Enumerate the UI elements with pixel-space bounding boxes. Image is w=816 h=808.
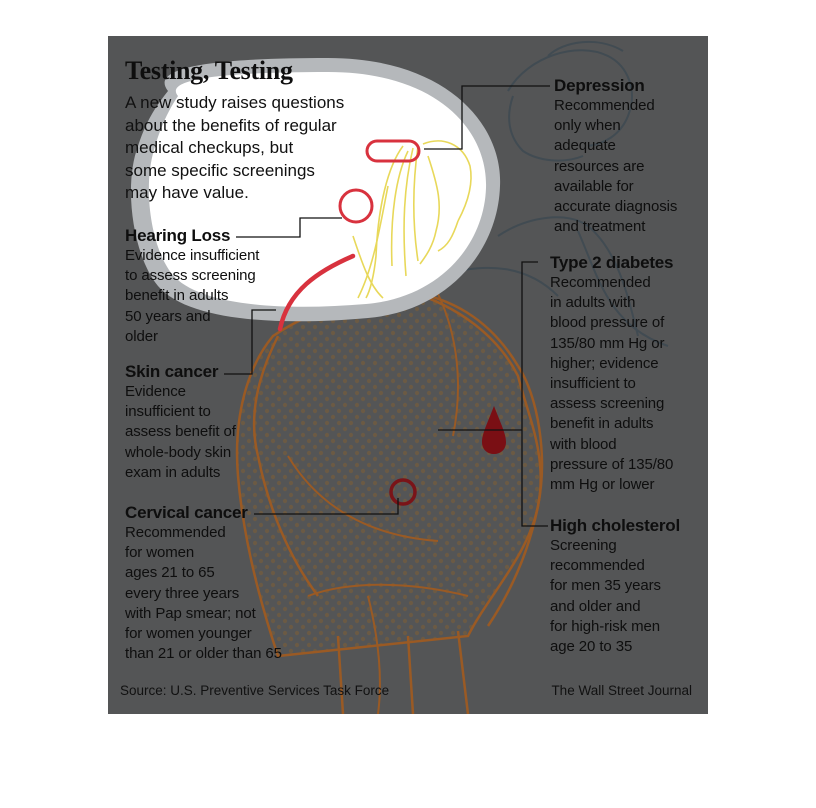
infographic-panel (108, 36, 708, 714)
callout-line: in adults with (550, 294, 636, 312)
callout-line: 50 years and (125, 307, 211, 325)
callout-body (550, 536, 680, 657)
publisher-credit: The Wall Street Journal (551, 683, 692, 698)
callout-line: Evidence (125, 383, 186, 400)
intro-line: medical checkups, but (125, 138, 294, 157)
callout-cervical-cancer (125, 503, 282, 664)
callout-line: with Pap smear; not (125, 604, 256, 622)
callout-hearing-loss (125, 226, 259, 347)
callout-line: exam in adults (125, 463, 221, 481)
callout-line: higher; evidence (550, 354, 659, 372)
callout-line: for women younger (125, 625, 252, 643)
callout-line: benefit in adults (550, 415, 654, 433)
callout-high-cholesterol (550, 516, 680, 657)
intro-text (125, 92, 344, 205)
callout-line: assess benefit of (125, 423, 236, 441)
callout-body (550, 273, 673, 495)
callout-line: Recommended (550, 274, 651, 291)
callout-line: age 20 to 35 (550, 638, 633, 656)
callout-line: Evidence insufficient (125, 247, 260, 264)
callout-line: insufficient to (125, 403, 211, 421)
callout-heading: Depression (554, 76, 645, 95)
callout-heading: High cholesterol (550, 516, 680, 535)
callout-body (125, 246, 259, 347)
callout-line: with blood (550, 435, 617, 453)
callout-line: insufficient to (550, 375, 636, 393)
callout-body (125, 382, 236, 483)
callout-line: Screening (550, 537, 617, 554)
callout-line: mm Hg or lower (550, 476, 655, 494)
callout-line: and treatment (554, 218, 646, 236)
callout-line: and older and (550, 597, 641, 615)
callout-body (554, 96, 677, 237)
callout-body (125, 523, 282, 664)
callout-skin-cancer (125, 362, 236, 483)
callout-heading: Cervical cancer (125, 503, 248, 522)
callout-line: for men 35 years (550, 577, 661, 595)
callout-line: than 21 or older than 65 (125, 645, 282, 663)
patient-figure (237, 291, 542, 714)
callout-line: every three years (125, 584, 240, 602)
callout-line: Recommended (554, 97, 655, 114)
callout-line: only when (554, 117, 621, 135)
intro-line: may have value. (125, 183, 249, 202)
callout-heading: Type 2 diabetes (550, 253, 674, 272)
callout-line: ages 21 to 65 (125, 564, 215, 582)
callout-line: assess screening (550, 395, 665, 413)
callout-line: benefit in adults (125, 287, 229, 305)
callout-line: accurate diagnosis (554, 198, 678, 216)
intro-line: A new study raises questions (125, 93, 345, 112)
callout-heading: Hearing Loss (125, 226, 231, 245)
callout-line: pressure of 135/80 (550, 455, 674, 473)
callout-line: whole-body skin (125, 443, 232, 461)
intro-line: about the benefits of regular (125, 115, 337, 135)
callout-line: to assess screening (125, 267, 256, 285)
page-title: Testing, Testing (125, 56, 293, 85)
source-note: Source: U.S. Preventive Services Task Force (120, 683, 390, 698)
callout-line: recommended (550, 557, 645, 575)
callout-type-2-diabetes (550, 253, 673, 495)
callout-line: resources are (554, 157, 645, 175)
callout-line: blood pressure of (550, 314, 665, 332)
callout-line: 135/80 mm Hg or (550, 334, 665, 352)
callout-line: for women (125, 544, 195, 562)
callout-heading: Skin cancer (125, 362, 219, 381)
callout-depression (554, 76, 677, 237)
callout-line: older (125, 327, 158, 345)
callout-line: Recommended (125, 524, 226, 541)
callout-line: available for (554, 177, 634, 195)
intro-line: some specific screenings (125, 160, 315, 180)
callout-line: for high-risk men (550, 617, 661, 635)
callout-line: adequate (554, 137, 616, 155)
